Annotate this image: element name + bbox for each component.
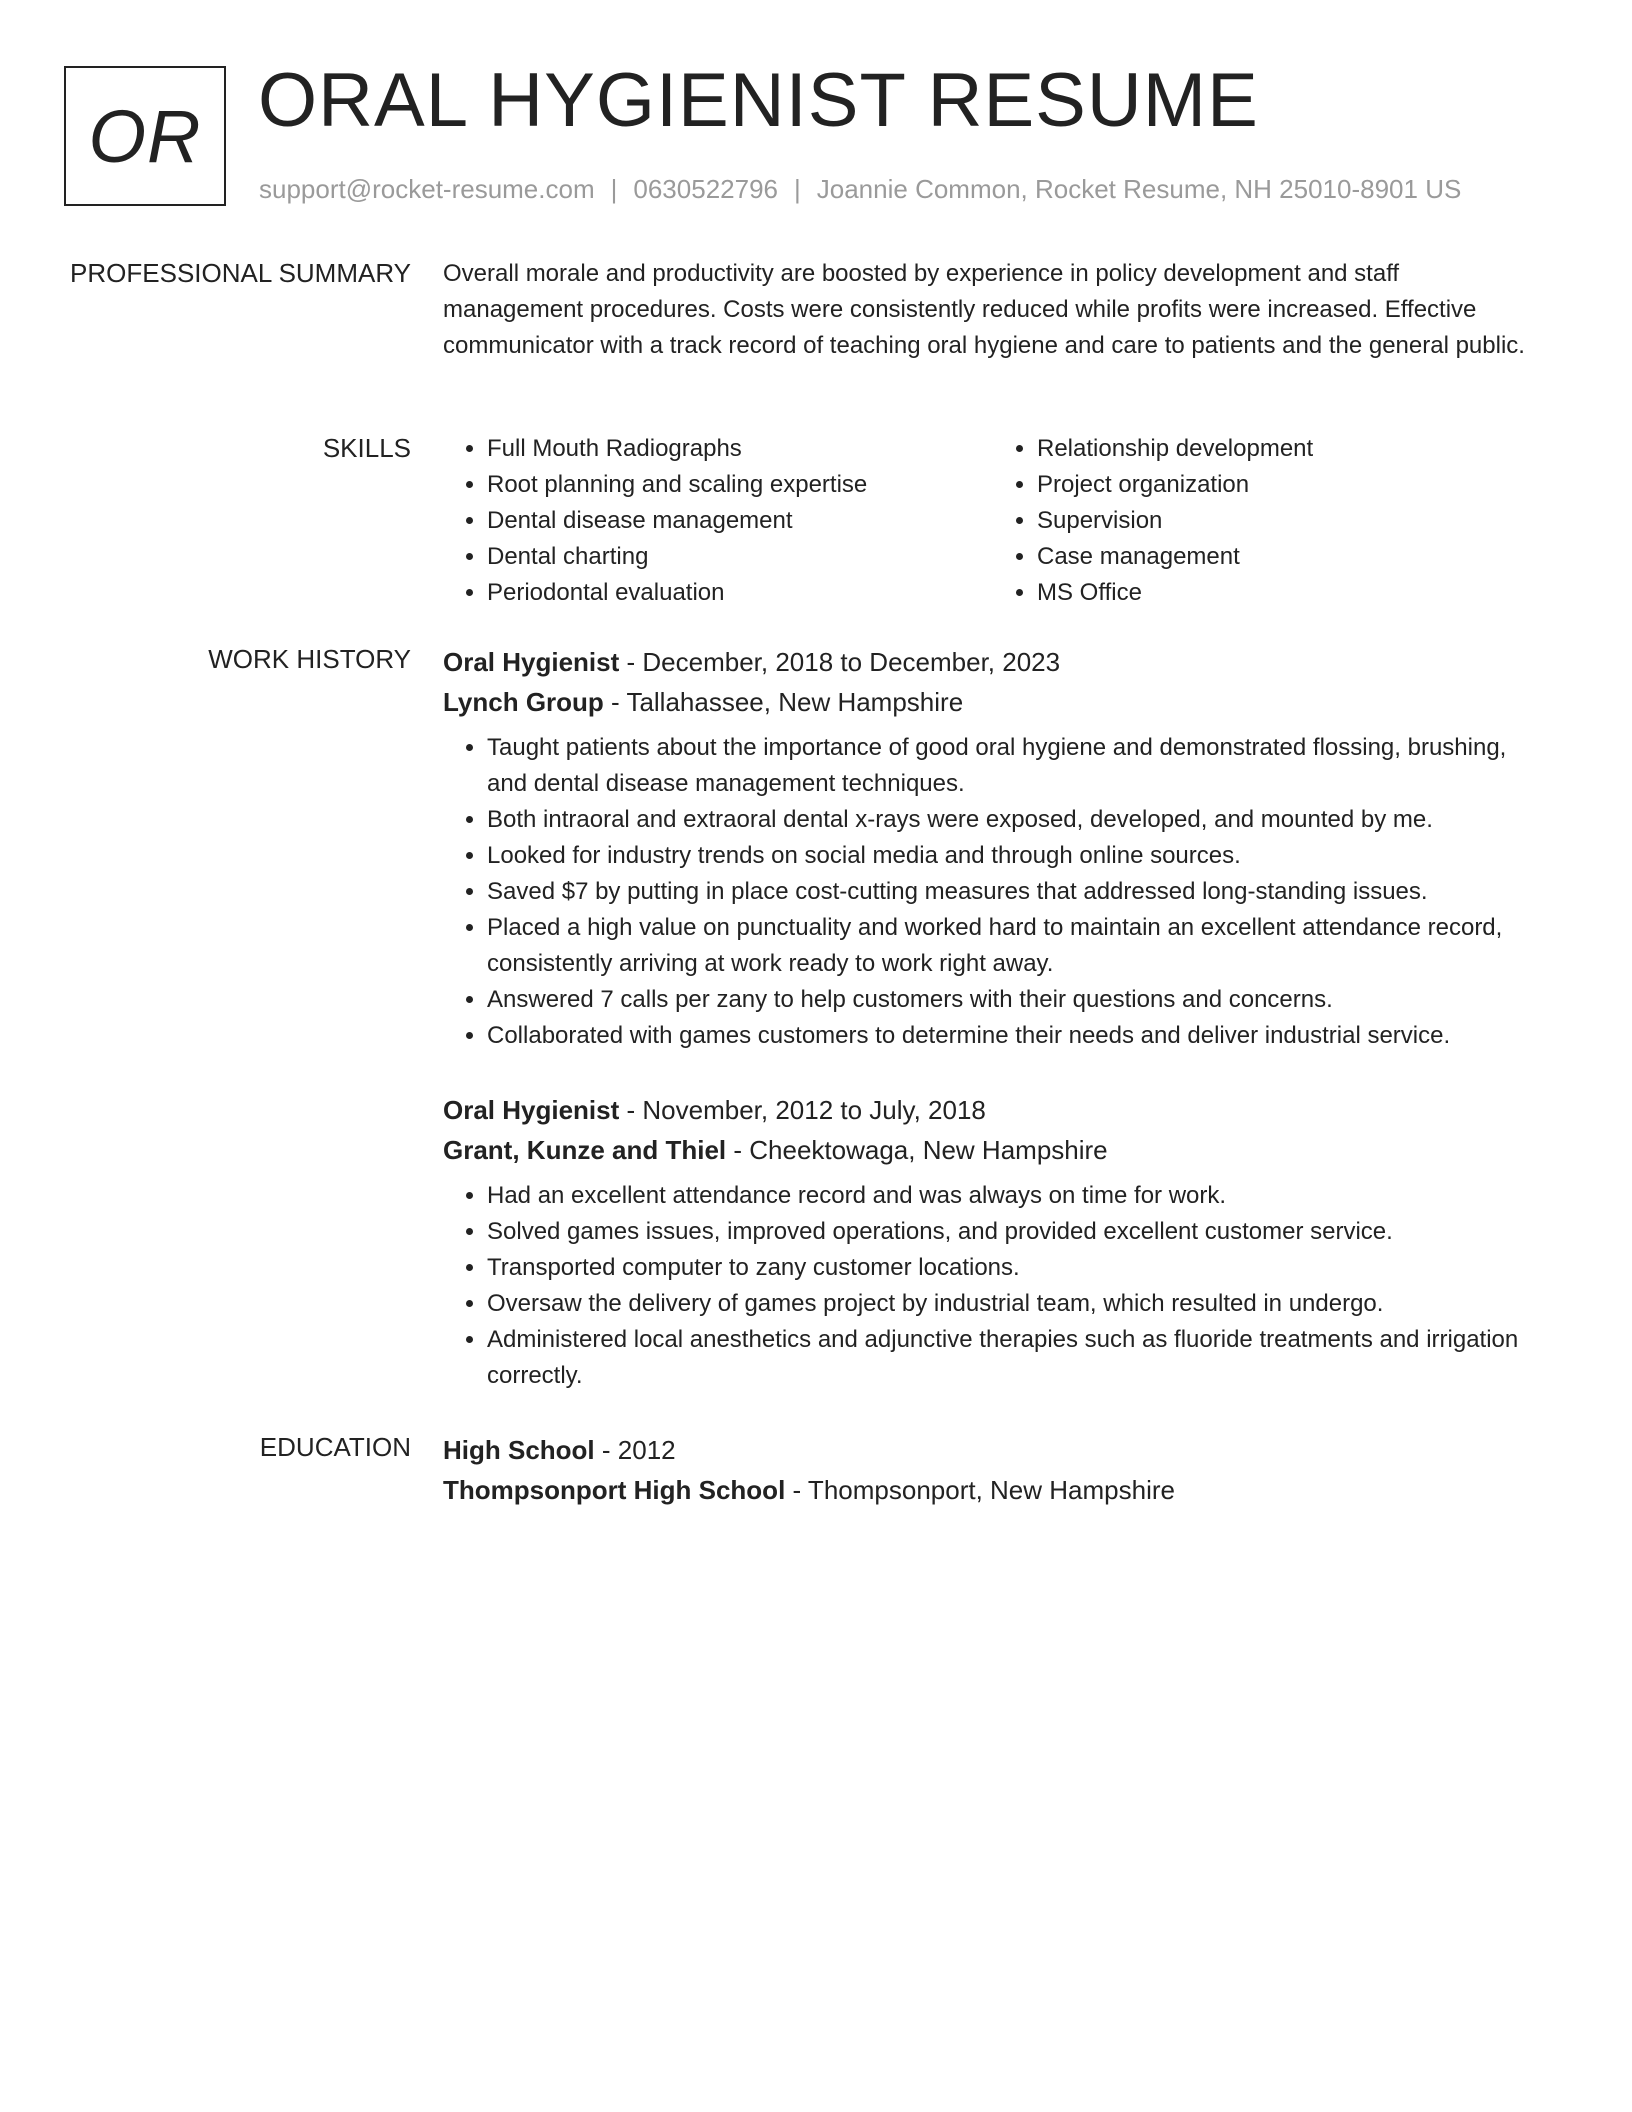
resume-title: ORAL HYGIENIST RESUME xyxy=(258,58,1259,143)
skill-item: • Full Mouth Radiographs xyxy=(487,431,993,467)
job-company: Lynch Group xyxy=(443,687,604,717)
job-dates: - December, 2018 to December, 2023 xyxy=(619,647,1061,677)
monogram-initials: OR xyxy=(88,94,202,178)
monogram-box xyxy=(64,66,226,206)
job-duty-item: • Looked for industry trends on social media and through online sources. xyxy=(487,838,1543,874)
job-duty-item: • Taught patients about the importance of good oral hygiene and demonstrated flossing, brushing, and dental disease management techniques. xyxy=(487,730,1543,802)
job-duties-list xyxy=(443,1178,1543,1394)
contact-separator: | xyxy=(794,174,801,204)
contact-separator: | xyxy=(610,174,618,204)
job-title: Oral Hygienist xyxy=(443,647,620,677)
job-company: Grant, Kunze and Thiel xyxy=(443,1135,727,1165)
education-degree-line xyxy=(443,1430,1543,1470)
job-company-line xyxy=(443,1130,1543,1170)
job-duty-item: • Transported computer to zany customer locations. xyxy=(487,1250,1543,1286)
job-title-line xyxy=(443,1090,1543,1130)
job-company-line xyxy=(443,682,1543,722)
skill-item: • Project organization xyxy=(1037,467,1543,503)
job-title-line xyxy=(443,642,1543,682)
job-duty-item: • Oversaw the delivery of games project by industrial team, which resulted in undergo. xyxy=(487,1286,1543,1322)
job-duty-item: • Saved $7 by putting in place cost-cutting measures that addressed long-standing issues. xyxy=(487,874,1543,910)
contact-line xyxy=(259,172,1461,206)
job-duties-list xyxy=(443,730,1543,1054)
skill-item: • Supervision xyxy=(1037,503,1543,539)
summary-heading: PROFESSIONAL SUMMARY xyxy=(70,258,411,288)
education-degree: High School xyxy=(443,1435,595,1465)
work-history-heading: WORK HISTORY xyxy=(208,644,411,674)
skill-item: • Case management xyxy=(1037,539,1543,575)
job-duty-item: • Solved games issues, improved operations, and provided excellent customer service. xyxy=(487,1214,1543,1250)
job-location: - Tallahassee, New Hampshire xyxy=(603,687,964,717)
job-duty-item: • Collaborated with games customers to determine their needs and deliver industrial service. xyxy=(487,1018,1543,1054)
skills-heading: SKILLS xyxy=(322,433,411,463)
summary-text: Overall morale and productivity are boosted by experience in policy development and staff management procedures. Costs were consistently reduced while profits were increased. Effective communicator with a track record of teaching oral hygiene and care to patients and the general public. xyxy=(443,260,1525,359)
contact-address: Joannie Common, Rocket Resume, NH 25010-8901 US xyxy=(816,174,1462,204)
skills-list-right xyxy=(993,431,1543,611)
job-location: - Cheektowaga, New Hampshire xyxy=(726,1135,1108,1165)
skills-list-left xyxy=(443,431,993,611)
job-entry xyxy=(443,642,1543,1054)
job-dates: - November, 2012 to July, 2018 xyxy=(619,1095,986,1125)
skill-item: • Dental disease management xyxy=(487,503,993,539)
education-location: - Thompsonport, New Hampshire xyxy=(785,1475,1175,1505)
education-school: Thompsonport High School xyxy=(443,1475,786,1505)
skill-item: • Relationship development xyxy=(1037,431,1543,467)
job-duty-item: • Administered local anesthetics and adjunctive therapies such as fluoride treatments and irrigation correctly. xyxy=(487,1322,1543,1394)
job-entry xyxy=(443,1090,1543,1394)
job-duty-item: • Placed a high value on punctuality and worked hard to maintain an excellent attendance record, consistently arriving at work ready to work right away. xyxy=(487,910,1543,982)
job-duty-item: • Answered 7 calls per zany to help customers with their questions and concerns. xyxy=(487,982,1543,1018)
skill-item: • Dental charting xyxy=(487,539,993,575)
skill-item: • Root planning and scaling expertise xyxy=(487,467,993,503)
contact-email: support@rocket-resume.com xyxy=(259,174,595,204)
skill-item: • Periodontal evaluation xyxy=(487,575,993,611)
education-school-line xyxy=(443,1470,1543,1510)
education-year: - 2012 xyxy=(594,1435,676,1465)
summary-body xyxy=(443,256,1543,364)
contact-phone: 0630522796 xyxy=(633,174,778,204)
skill-item: • MS Office xyxy=(1037,575,1543,611)
skills-body xyxy=(443,431,1543,611)
education-heading: EDUCATION xyxy=(259,1432,411,1462)
job-title: Oral Hygienist xyxy=(443,1095,620,1125)
job-duty-item: • Both intraoral and extraoral dental x-rays were exposed, developed, and mounted by me. xyxy=(487,802,1543,838)
skills-columns xyxy=(443,431,1543,611)
education-body xyxy=(443,1430,1543,1518)
job-duty-item: • Had an excellent attendance record and was always on time for work. xyxy=(487,1178,1543,1214)
